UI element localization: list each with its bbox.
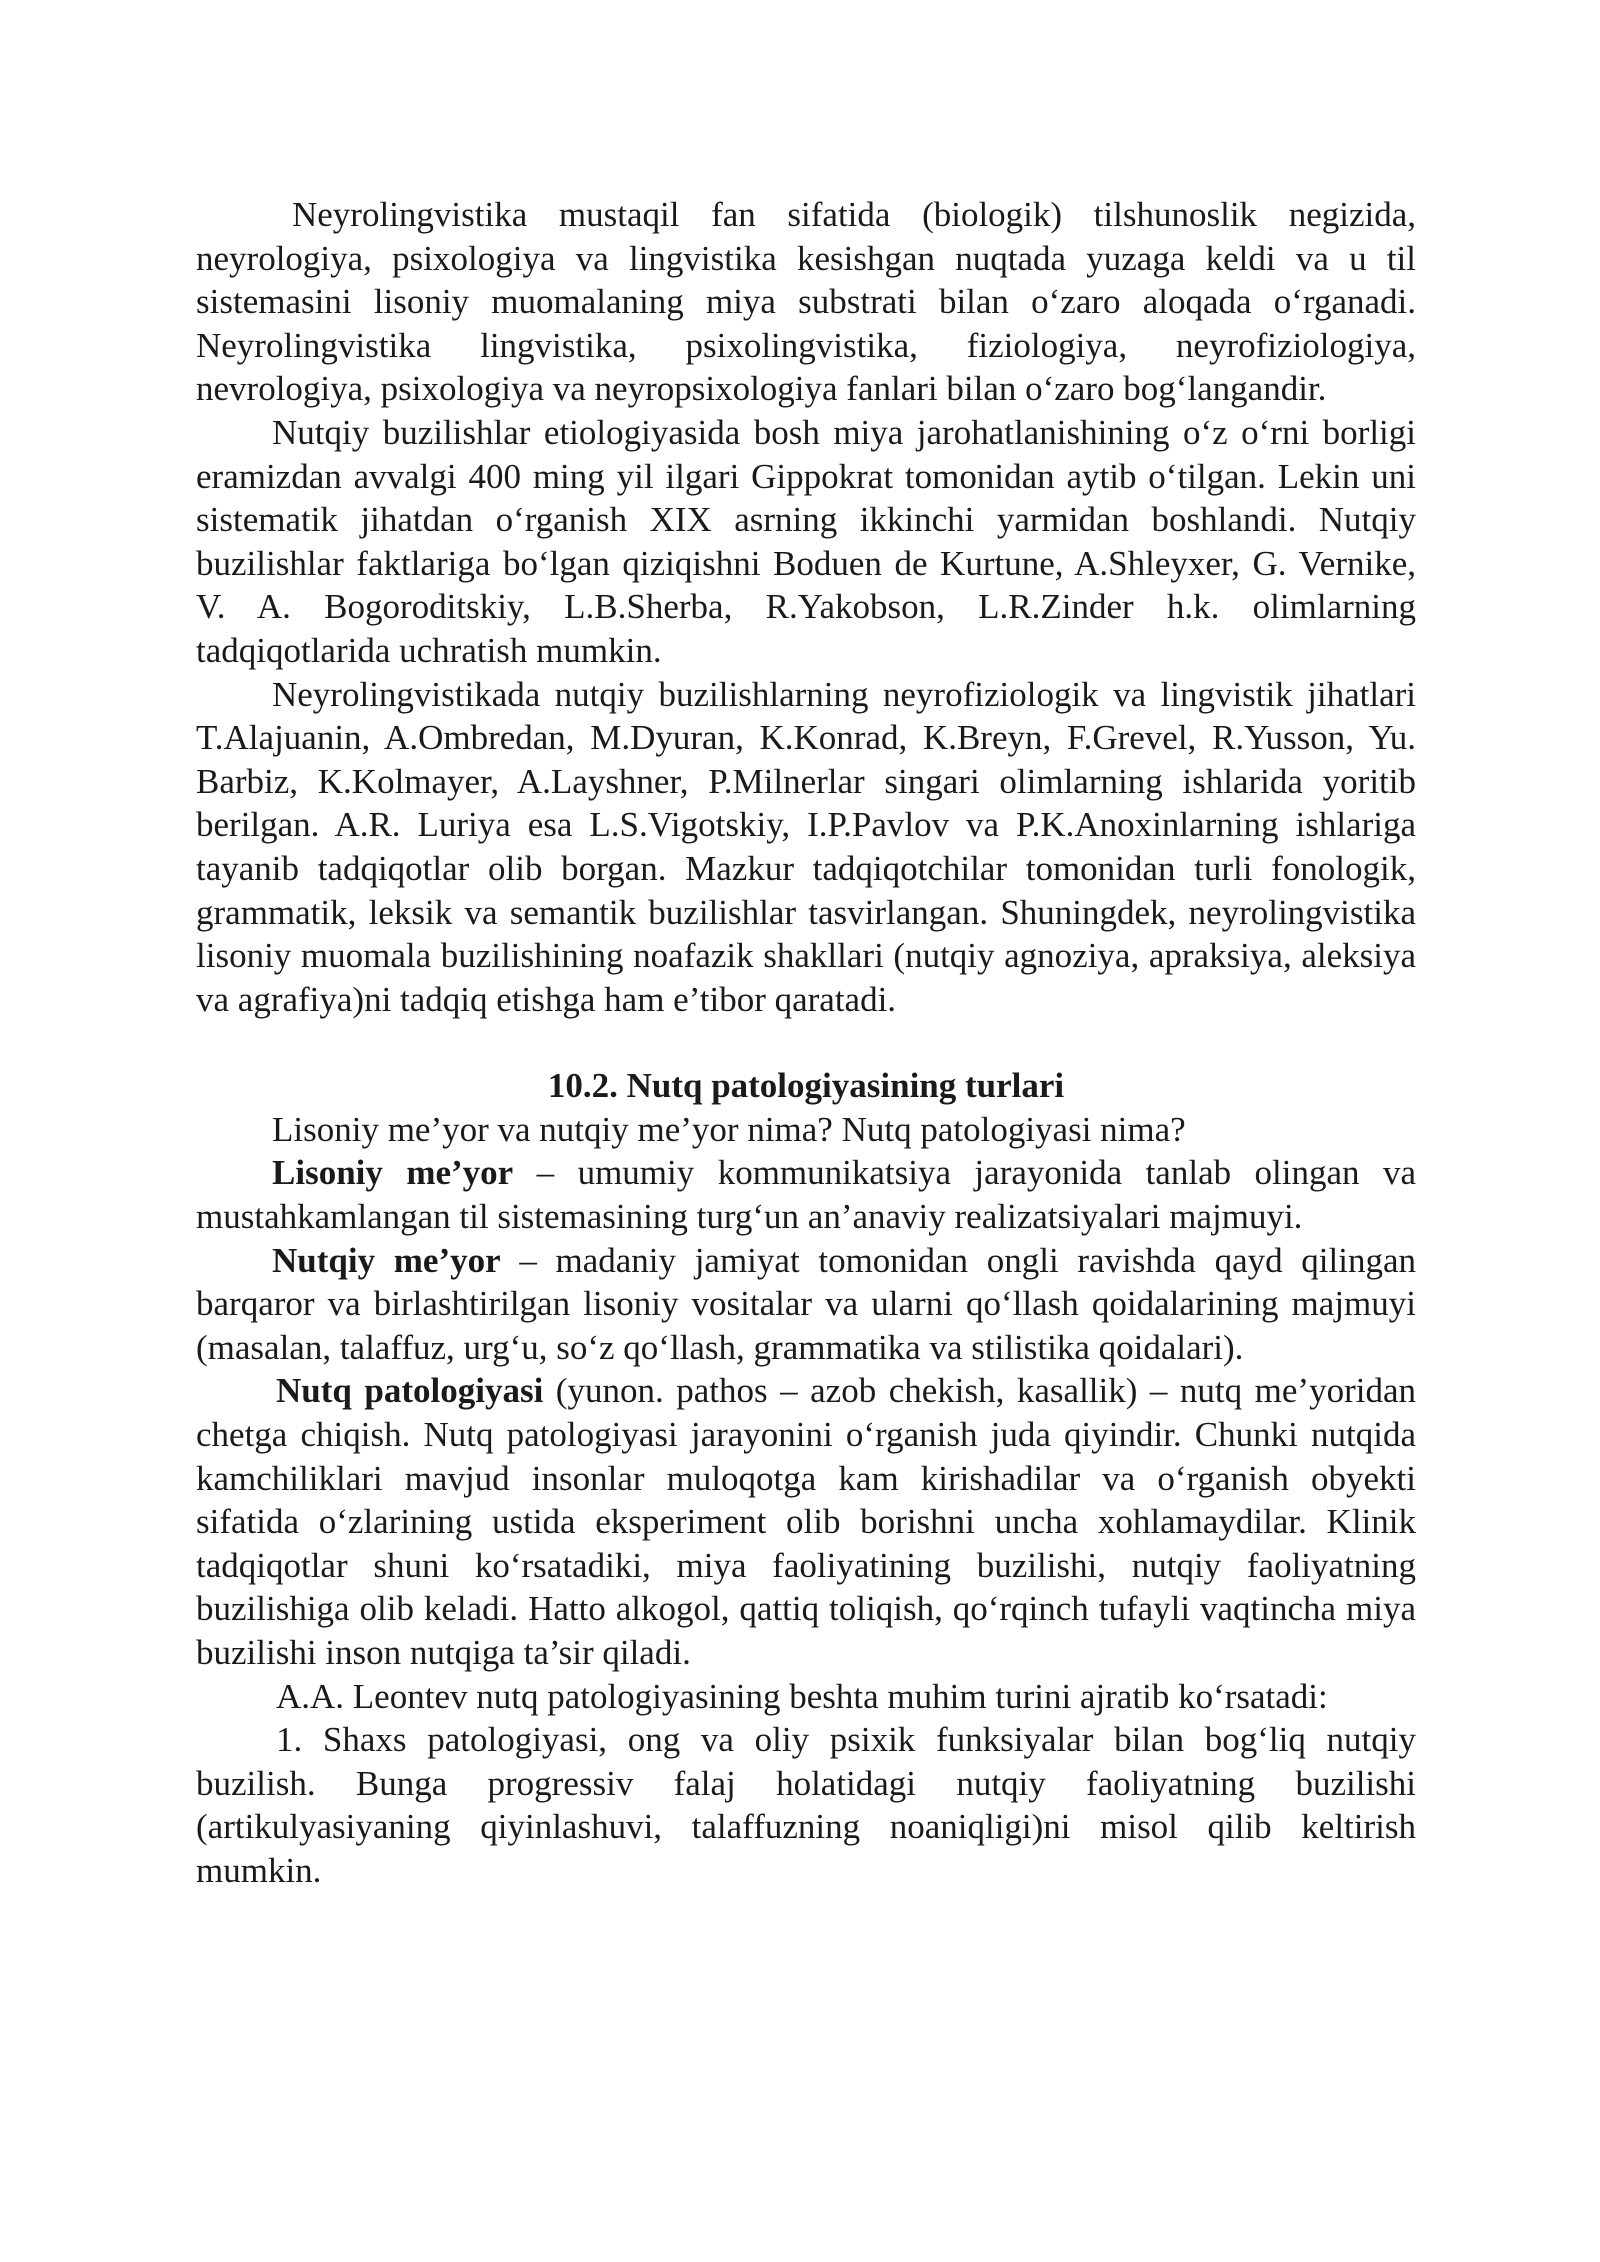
leontev-line: A.A. Leontev nutq patologiyasining beshta muhim turini ajratib ko‘rsatadi: [276,1676,1328,1716]
document-page [196,193,1416,1893]
paragraph-neurolinguistics-origin: Neyrolingvistika mustaqil fan sifatida (biologik) tilshunoslik negizida, neyrologiya, psixologiya va lingvistika kesishgan nuqtada yuzaga keldi va u til sistemasini lisoniy muomalaning miya substrati bilan o‘zaro aloqada o‘rganadi. Neyrolingvistika lingvistika, psixolingvistika, fiziologiya, neyrofiziologiya, nevrologiya, psixologiya va neyropsixologiya fanlari bilan o‘zaro bog‘langandir. [196,195,1416,409]
section-heading: 10.2. Nutq patologiyasining turlari [547,1066,1065,1106]
definition-lisoniy-meyor [196,1151,1416,1238]
definition-text: (yunon. pathos – azob chekish, kasallik) – nutq me’yoridan chetga chiqish. Nutq patologiyasi jarayonini o‘rganish juda qiyindir. Chunki nutqida kamchiliklari mavjud insonlar muloqotga kam kirishadilar va o‘rganish obyekti sifatida o‘zlarining ustida eksperiment olib borishni uncha xohlamaydilar. Klinik tadqiqotlar shuni ko‘rsatadiki, miya faoliyatining buzilishi, nutqiy faoliyatning buzilishiga olib keladi. Hatto alkogol, qattiq toliqish, qo‘rqinch tufayli vaqtincha miya buzilishi inson nutqiga ta’sir qiladi. [196,1371,1416,1672]
definition-term: Lisoniy me’yor [272,1153,514,1193]
paragraph-neurolinguistics-research: Neyrolingvistikada nutqiy buzilishlarning neyrofiziologik va lingvistik jihatlari T.Alajuanin, A.Ombredan, M.Dyuran, K.Konrad, K.Breyn, F.Grevel, R.Yusson, Yu. Barbiz, K.Kolmayer, A.Layshner, P.Milnerlar singari olimlarning ishlarida yoritib berilgan. A.R. Luriya esa L.S.Vigotskiy, I.P.Pavlov va P.K.Anoxinlarning ishlariga tayanib tadqiqotlar olib borgan. Mazkur tadqiqotchilar tomonidan turli fonologik, grammatik, leksik va semantik buzilishlar tasvirlangan. Shuningdek, neyrolingvistika lisoniy muomala buzilishining noafazik shakllari (nutqiy agnoziya, apraksiya, aleksiya va agrafiya)ni tadqiq etishga ham e’tibor qaratadi. [196,674,1416,1019]
definition-term: Nutqiy me’yor [272,1240,501,1280]
definition-text: – umumiy kommunikatsiya jarayonida tanlab olingan va mustahkamlangan til sistemasining turg‘un an’anaviy realizatsiyalari majmuyi. [196,1153,1416,1237]
question-line: Lisoniy me’yor va nutqiy me’yor nima? Nutq patologiyasi nima? [272,1109,1186,1149]
definition-term: Nutq patologiyasi [276,1371,544,1411]
list-item: 1. Shaxs patologiyasi, ong va oliy psixik funksiyalar bilan bog‘liq nutqiy buzilish. Bunga progressiv falaj holatidagi nutqiy faoliyatning buzilishi (artikulyasiyaning qiyinlashuvi, talaffuzning noaniqligi)ni misol qilib keltirish mumkin. [196,1720,1416,1890]
definition-text: – madaniy jamiyat tomonidan ongli ravishda qayd qilingan barqaror va birlashtirilgan lisoniy vositalar va ularni qo‘llash qoidalarining majmuyi (masalan, talaffuz, urg‘u, so‘z qo‘llash, grammatika va stilistika qoidalari). [196,1240,1417,1367]
definition-nutq-patologiyasi [196,1369,1416,1674]
paragraph-speech-disorders-history: Nutqiy buzilishlar etiologiyasida bosh miya jarohatlanishining o‘z o‘rni borligi eramizdan avvalgi 400 ming yil ilgari Gippokrat tomonidan aytib o‘tilgan. Lekin uni sistematik jihatdan o‘rganish XIX asrning ikkinchi yarmidan boshlandi. Nutqiy buzilishlar faktlariga bo‘lgan qiziqishni Boduen de Kurtune, A.Shleyxer, G. Vernike, V. A. Bogoroditskiy, L.B.Sherba, R.Yakobson, L.R.Zinder h.k. olimlarning tadqiqotlarida uchratish mumkin. [196,412,1416,670]
definition-nutqiy-meyor [196,1239,1416,1370]
